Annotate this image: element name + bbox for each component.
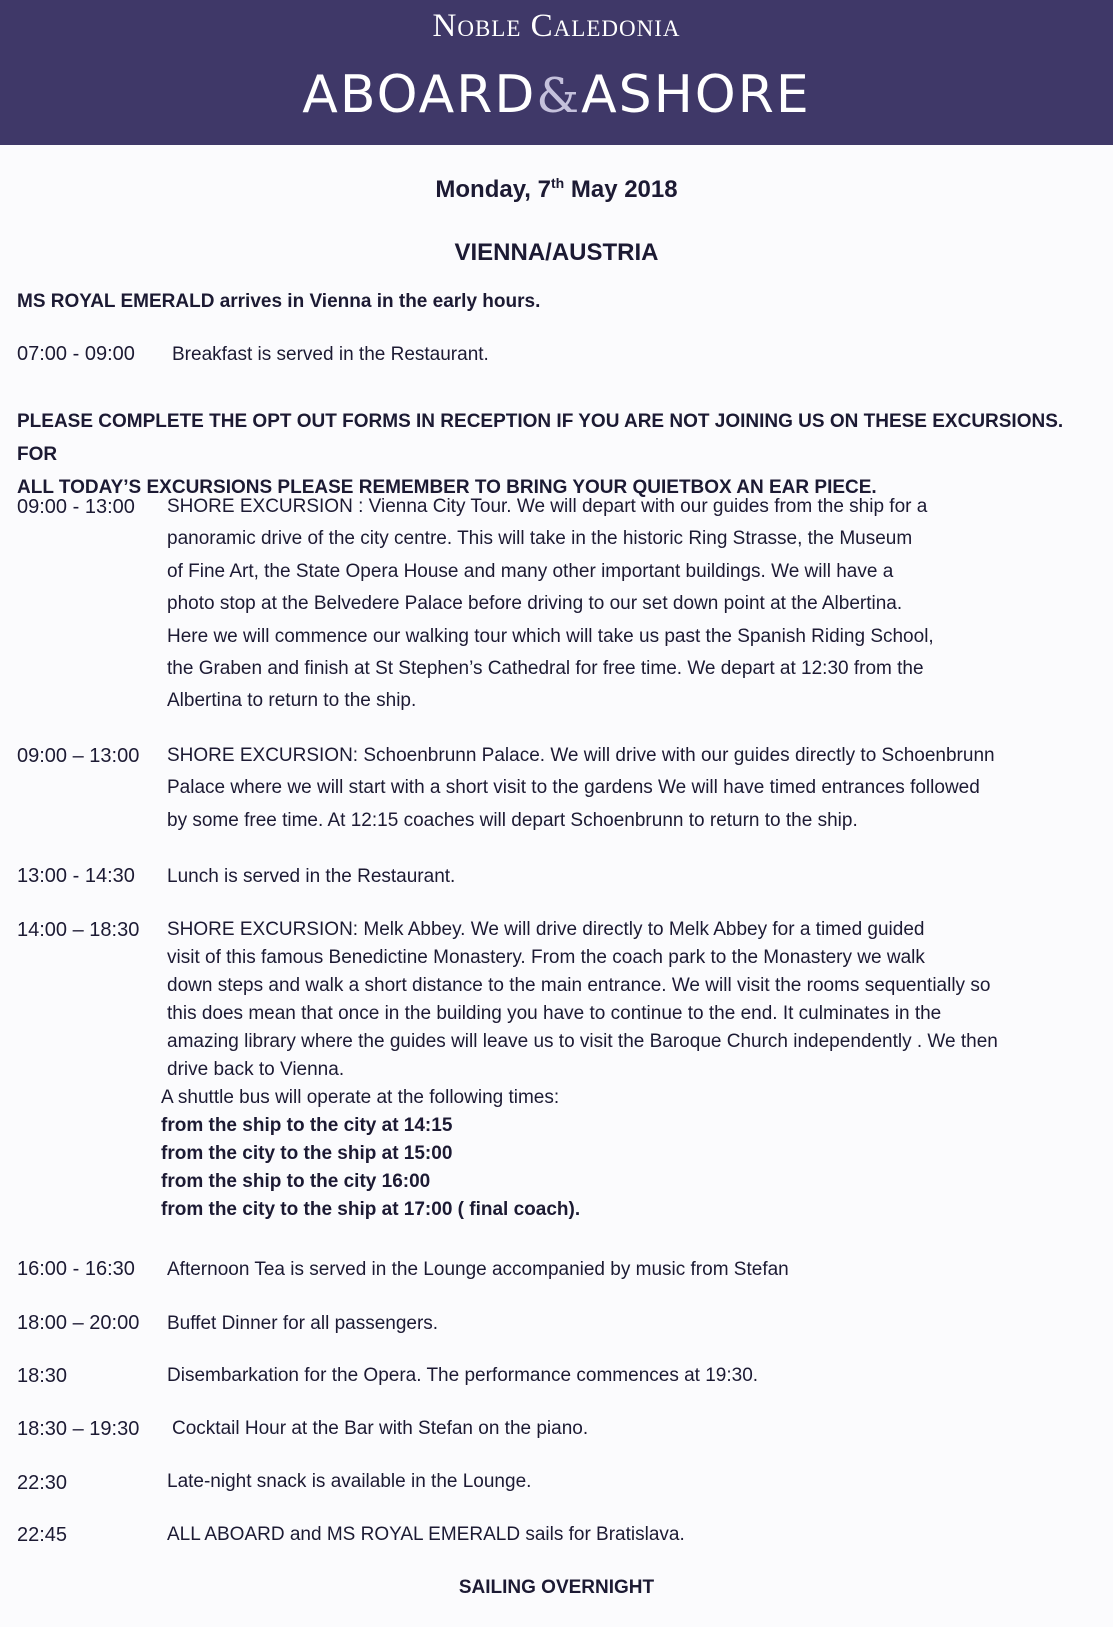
excursion-line: drive back to Vienna. <box>167 1059 345 1080</box>
cocktail-text: Cocktail Hour at the Bar with Stefan on the piano. <box>172 1418 589 1439</box>
excursion-line: photo stop at the Belvedere Palace before driving to our set down point at the Albertina. <box>167 593 903 615</box>
opt-out-notice <box>17 405 1102 504</box>
tea-text: Afternoon Tea is served in the Lounge accompanied by music from Stefan <box>167 1259 789 1280</box>
title-ashore: ASHORE <box>581 65 811 125</box>
excursion-line: Here we will commence our walking tour which will take us past the Spanish Riding School, <box>167 625 934 647</box>
lunch-time: 13:00 - 14:30 <box>17 865 135 887</box>
date-rest: May 2018 <box>564 176 678 203</box>
header-banner <box>0 0 1113 145</box>
opera-text: Disembarkation for the Opera. The performance commences at 19:30. <box>167 1365 759 1386</box>
page-date <box>0 175 1113 204</box>
notice-line: ALL TODAY’S EXCURSIONS PLEASE REMEMBER TO BRING YOUR QUIETBOX AN EAR PIECE. <box>17 477 877 498</box>
cocktail-time: 18:30 – 19:30 <box>17 1418 140 1440</box>
excursion-line: SHORE EXCURSION: Schoenbrunn Palace. We will drive with our guides directly to Schoenbrunn <box>167 745 995 766</box>
excursion-line: down steps and walk a short distance to the main entrance. We will visit the rooms sequentially so <box>167 975 991 996</box>
shuttle-schedule <box>161 1084 580 1224</box>
excursion-line: SHORE EXCURSION: Melk Abbey. We will drive directly to Melk Abbey for a timed guided <box>167 919 925 940</box>
excursion-description <box>167 491 934 718</box>
excursion-line: Palace where we will start with a short visit to the gardens We will have timed entrances followed <box>167 777 980 799</box>
title-ampersand: & <box>536 68 582 124</box>
excursion-line: of Fine Art, the State Opera House and many other important buildings. We will have a <box>167 560 894 582</box>
excursion-line: visit of this famous Benedictine Monastery. From the coach park to the Monastery we walk <box>167 947 925 968</box>
opera-time: 18:30 <box>17 1365 68 1387</box>
excursion-time: 09:00 - 13:00 <box>17 496 135 518</box>
shuttle-time: from the city to the ship at 15:00 <box>161 1143 453 1164</box>
shuttle-time: from the ship to the city at 14:15 <box>161 1115 453 1136</box>
arrival-note: MS ROYAL EMERALD arrives in Vienna in the early hours. <box>17 291 541 312</box>
snack-time: 22:30 <box>17 1472 68 1494</box>
shuttle-intro: A shuttle bus will operate at the following times: <box>161 1087 560 1108</box>
shuttle-time: from the city to the ship at 17:00 ( final coach). <box>161 1199 581 1220</box>
excursion-time: 09:00 – 13:00 <box>17 745 140 767</box>
shuttle-time: from the ship to the city 16:00 <box>161 1171 431 1192</box>
page-location: VIENNA/AUSTRIA <box>454 239 659 266</box>
date-suffix: th <box>550 175 565 191</box>
aboard-time: 22:45 <box>17 1524 68 1546</box>
excursion-description <box>167 740 995 837</box>
newsletter-title <box>0 64 1113 127</box>
excursion-description <box>167 916 998 1084</box>
lunch-text: Lunch is served in the Restaurant. <box>167 866 456 887</box>
brand-name: Noble Caledonia <box>432 8 681 44</box>
notice-line: PLEASE COMPLETE THE OPT OUT FORMS IN RECEPTION IF YOU ARE NOT JOINING US ON THESE EXCURSIONS. FOR <box>17 411 1064 465</box>
title-aboard: ABOARD <box>302 65 537 125</box>
excursion-time: 14:00 – 18:30 <box>17 919 140 941</box>
excursion-line: SHORE EXCURSION : Vienna City Tour. We will depart with our guides from the ship for a <box>167 496 928 517</box>
excursion-line: this does mean that once in the building you have to continue to the end. It culminates in the <box>167 1003 942 1024</box>
sailing-overnight: SAILING OVERNIGHT <box>458 1577 655 1598</box>
dinner-time: 18:00 – 20:00 <box>17 1312 140 1334</box>
excursion-line: by some free time. At 12:15 coaches will depart Schoenbrunn to return to the ship. <box>167 809 858 831</box>
dinner-text: Buffet Dinner for all passengers. <box>167 1313 439 1334</box>
excursion-line: the Graben and finish at St Stephen’s Cathedral for free time. We depart at 12:30 from the <box>167 658 924 680</box>
breakfast-time: 07:00 - 09:00 <box>17 343 135 365</box>
excursion-line: Albertina to return to the ship. <box>167 690 417 712</box>
excursion-line: panoramic drive of the city centre. This will take in the historic Ring Strasse, the Museum <box>167 528 913 550</box>
excursion-line: amazing library where the guides will leave us to visit the Baroque Church independently . We then <box>167 1031 998 1052</box>
aboard-text: ALL ABOARD and MS ROYAL EMERALD sails for Bratislava. <box>167 1524 685 1545</box>
breakfast-text: Breakfast is served in the Restaurant. <box>172 344 489 365</box>
date-day: Monday, 7 <box>435 176 551 203</box>
tea-time: 16:00 - 16:30 <box>17 1258 135 1280</box>
snack-text: Late-night snack is available in the Lounge. <box>167 1471 532 1492</box>
